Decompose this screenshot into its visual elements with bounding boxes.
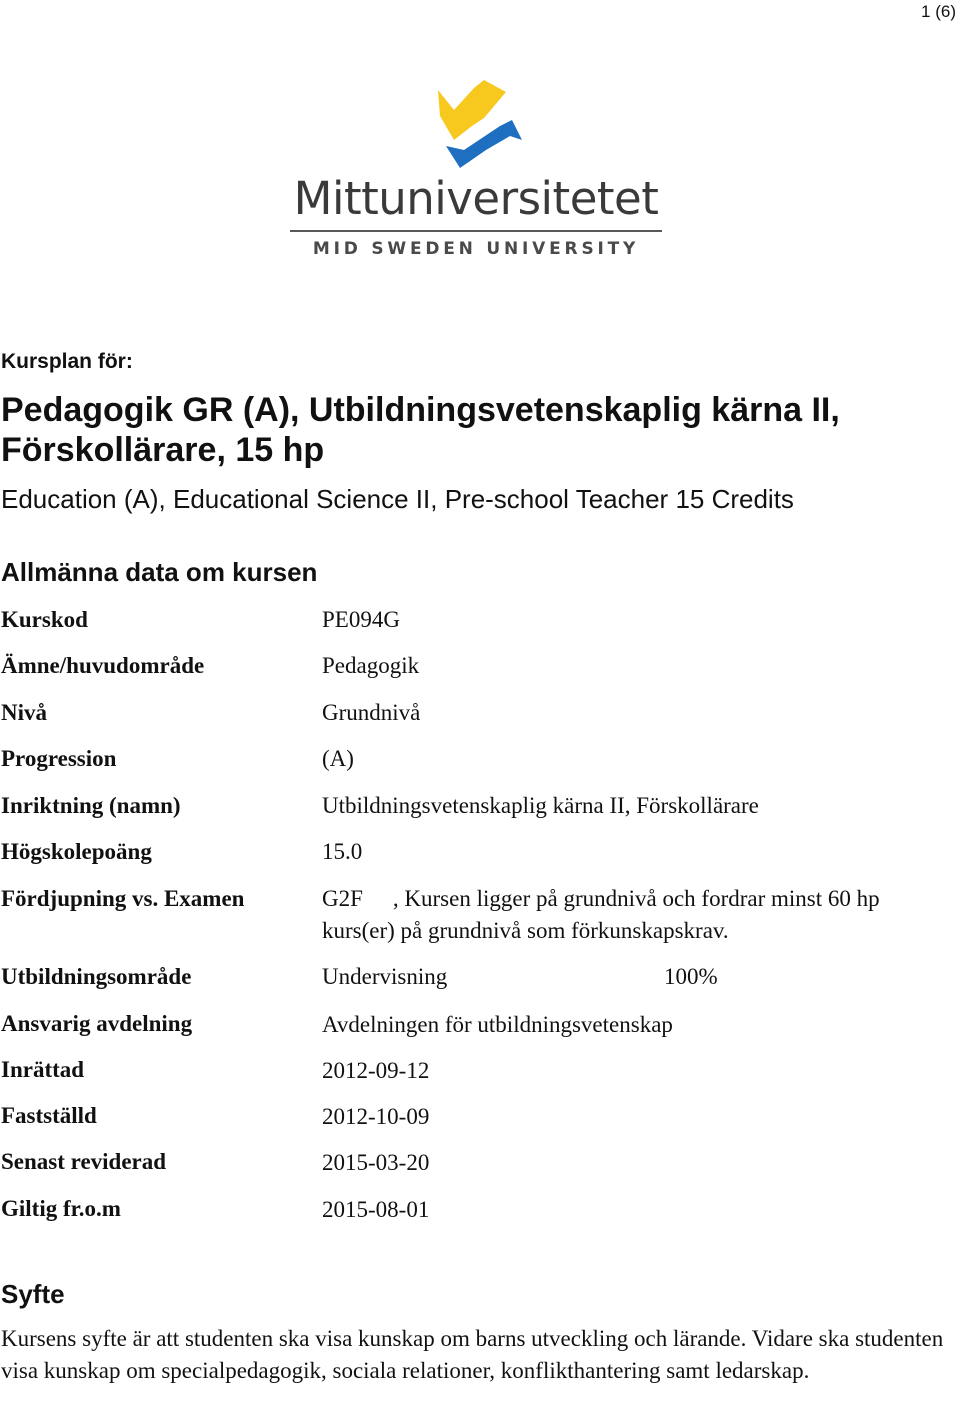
label-amne: Ämne/huvudområde	[1, 653, 205, 678]
kursplan-label: Kursplan för:	[1, 350, 133, 373]
fordjupning-description: , Kursen ligger på grundnivå och fordrar minst 60 hp kurs(er) på grundnivå som förkunskapskrav.	[322, 886, 880, 943]
label-ansvarig-avdelning: Ansvarig avdelning	[1, 1011, 193, 1036]
course-title-english: Education (A), Educational Science II, Pre-school Teacher 15 Credits	[1, 484, 794, 514]
value-kurskod: PE094G	[322, 607, 400, 632]
course-title: Pedagogik GR (A), Utbildningsvetenskaplig kärna II, Förskollärare, 15 hp	[1, 391, 840, 469]
university-logo	[286, 76, 666, 266]
syfte-text: Kursens syfte är att studenten ska visa kunskap om barns utveckling och lärande. Vidare ska studenten visa kunskap om specialpedagogik, sociala relationer, konflikthantering samt ledarskap.	[1, 1326, 944, 1383]
label-hogskolepoang: Högskolepoäng	[1, 839, 152, 864]
label-inrattad: Inrättad	[1, 1057, 85, 1082]
value-hogskolepoang: 15.0	[322, 839, 363, 864]
value-amne: Pedagogik	[322, 653, 420, 678]
value-giltig-from: 2015-08-01	[322, 1197, 430, 1222]
syfte-heading: Syfte	[1, 1279, 65, 1309]
value-faststalld: 2012-10-09	[322, 1104, 430, 1129]
label-fordjupning: Fördjupning vs. Examen	[1, 886, 245, 911]
value-senast-reviderad: 2015-03-20	[322, 1150, 430, 1175]
logo-subtitle: MID SWEDEN UNIVERSITY	[312, 239, 640, 259]
value-inriktning: Utbildningsvetenskaplig kärna II, Förskollärare	[322, 793, 759, 818]
value-niva: Grundnivå	[322, 700, 421, 725]
label-utbildningsomrade: Utbildningsområde	[1, 964, 192, 989]
page-number: 1 (6)	[921, 2, 956, 21]
logo-wordmark: Mittuniversitetet	[293, 172, 659, 225]
value-utbildningsomrade-percent: 100%	[664, 964, 718, 989]
value-ansvarig-avdelning: Avdelningen för utbildningsvetenskap	[322, 1012, 673, 1037]
fordjupning-code: G2F	[322, 886, 363, 911]
label-faststalld: Fastställd	[1, 1103, 97, 1128]
value-inrattad: 2012-09-12	[322, 1058, 430, 1083]
logo-mark-icon	[286, 76, 666, 176]
value-utbildningsomrade: Undervisning	[322, 964, 448, 989]
logo-divider	[290, 230, 662, 232]
label-inriktning: Inriktning (namn)	[1, 793, 181, 818]
label-kurskod: Kurskod	[1, 607, 88, 632]
value-fordjupning	[322, 883, 932, 947]
label-giltig-from: Giltig fr.o.m	[1, 1196, 121, 1221]
label-senast-reviderad: Senast reviderad	[1, 1149, 167, 1174]
value-progression: (A)	[322, 746, 354, 771]
label-progression: Progression	[1, 746, 117, 771]
label-niva: Nivå	[1, 700, 47, 725]
general-data-heading: Allmänna data om kursen	[1, 557, 318, 587]
